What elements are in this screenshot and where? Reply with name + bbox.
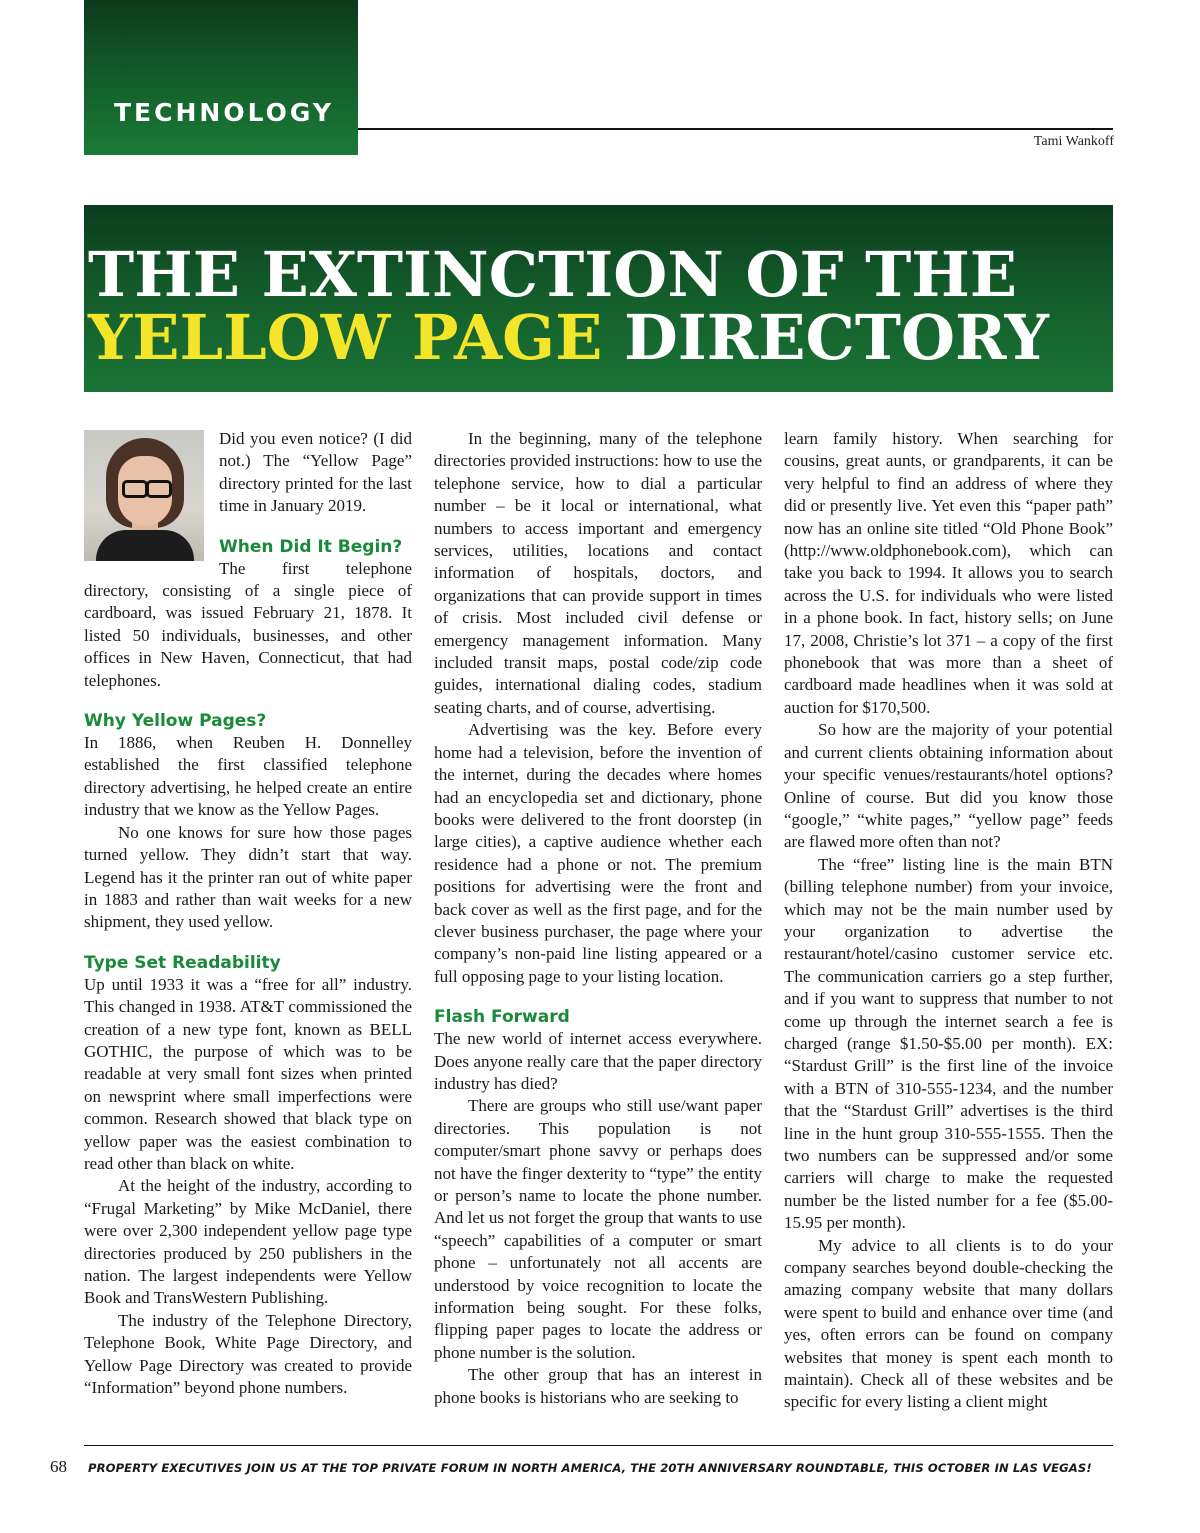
subheading-type-set-readability: Type Set Readability <box>84 952 281 973</box>
paragraph: At the height of the industry, according to “Frugal Marketing” by Mike McDaniel, there were over 2,300 independent yellow page type directories produced by 250 publishers in the nation. The largest independents were Yellow Book and TransWestern Publishing. <box>84 1176 412 1308</box>
author-portrait-icon <box>84 430 204 561</box>
subheading-flash-forward: Flash Forward <box>434 1007 570 1028</box>
paragraph: The industry of the Telephone Directory, Telephone Book, White Page Directory, and Yellow Page Directory was created to provide “Information” beyond phone numbers. <box>84 1310 412 1398</box>
article-column-2 <box>434 428 762 1409</box>
footer-rule <box>84 1445 1113 1446</box>
paragraph: learn family history. When searching for cousins, great aunts, or grandparents, it can be very helpful to find an address of where they did or presently live. Yet even this “paper path” now has an online site titled “Old Phone Book” (http://www.oldphonebook.com), which can take you back to 1994. It allows you to search across the U.S. for individuals who were listed in a phone book. In fact, history sells; on June 17, 2008, Christie’s lot 371 – a copy of the first phonebook that was more than a sheet of cardboard made headlines when it was sold at auction for $170,500. <box>784 429 1113 717</box>
headline-line-2 <box>88 301 1113 374</box>
paragraph: In 1886, when Reuben H. Donnelley established the first classified telephone directory advertising, he helped create an entire industry that we know as the Yellow Pages. <box>84 733 412 820</box>
page-number: 68 <box>50 1457 67 1476</box>
paragraph: The “free” listing line is the main BTN (billing telephone number) from your invoice, which may not be the main number used by your organization to advertise the restaurant/hotel/casino customer service etc. The communication carriers go a step further, and if you want to suppress that number to not come up through the internet search a fee is charged (range $1.50-$5.00 per month). EX: “Stardust Grill” is the first line of the invoice with a BTN of 310-555-1234, and the number that the “Stardust Grill” advertises is the third line in the hunt group 310-555-1555. Then the two numbers can be suppressed and/or some carriers will charge to make the requested number be the listed number for a fee ($5.00-15.95 per month). <box>784 854 1113 1233</box>
paragraph: No one knows for sure how those pages turned yellow. They didn’t start that way. Legend has it the printer ran out of white paper in 1883 and rather than wait weeks for a new shipment, they used yellow. <box>84 822 412 932</box>
paragraph: The other group that has an interest in phone books is historians who are seeking to <box>434 1365 762 1407</box>
paragraph: Up until 1933 it was a “free for all” industry. This changed in 1938. AT&T commissioned the creation of a new type font, known as BELL GOTHIC, the purpose of which was to be readable at very small font sizes when printed on newsprint where small imperfections were common. Research showed that black type on yellow paper was the easiest combination to read other than black on white. <box>84 974 412 1173</box>
section-label: TECHNOLOGY <box>114 98 334 127</box>
headline-yellow-text: YELLOW PAGE <box>88 301 603 374</box>
subheading-why-yellow-pages: Why Yellow Pages? <box>84 711 267 732</box>
paragraph: In the beginning, many of the telephone directories provided instructions: how to use the telephone service, how to dial a particular number – be it local or international, what numbers to access important and emergency services, utilities, locations and contact information of hospitals, doctors, and organizations that can provide support in times of crisis. Most included civil defense or emergency management information. Many included transit maps, postal code/zip code guides, international dialing codes, stadium seating charts, and of course, advertising. <box>434 429 762 717</box>
paragraph: The new world of internet access everywhere. Does anyone really care that the paper directory industry has died? <box>434 1029 762 1093</box>
footer-banner-text: PROPERTY EXECUTIVES JOIN US AT THE TOP PRIVATE FORUM IN NORTH AMERICA, THE 20TH ANNIVERSARY ROUNDTABLE, THIS OCTOBER IN LAS VEGAS! <box>88 1461 1092 1475</box>
headline-white-text: DIRECTORY <box>602 301 1049 374</box>
paragraph: There are groups who still use/want paper directories. This population is not computer/smart phone savvy or perhaps does not have the finger dexterity to “type” the entity or person’s name to locate the phone number. And let us not forget the group that wants to use “speech” capabilities of a computer or smart phone – unfortunately not all accents are understood by voice recognition to locate the information being sought. For these folks, flipping paper pages to locate the address or phone number is the solution. <box>434 1096 762 1362</box>
article-column-3 <box>784 428 1113 1414</box>
paragraph: So how are the majority of your potential and current clients obtaining information about your specific venues/restaurants/hotel options? Online of course. But did you know those “google,” “white pages,” “yellow page” feeds are flawed more often than not? <box>784 720 1113 852</box>
intro-paragraph: Did you even notice? (I did not.) The “Yellow Page” directory printed for the last time in January 2019. <box>219 429 412 516</box>
headline-banner <box>84 205 1113 392</box>
article-column-1 <box>84 428 412 1399</box>
paragraph: My advice to all clients is to do your company searches beyond double-checking the amazing company website that many dollars were spent to build and enhance over time (and yes, often errors can be found on company websites that money is spent each month to maintain). Check all of these websites and be specific for every listing a client might <box>784 1235 1113 1412</box>
paragraph: The first telephone directory, consisting of a single piece of cardboard, was issued February 21, 1878. It listed 50 individuals, businesses, and other offices in New Haven, Connecticut, that had telephones. <box>84 558 412 690</box>
header-rule <box>358 128 1113 130</box>
section-tab <box>84 0 358 155</box>
headline-line-1: THE EXTINCTION OF THE <box>88 238 1018 311</box>
author-byline: Tami Wankoff <box>1033 134 1114 149</box>
paragraph: Advertising was the key. Before every home had a television, before the invention of the internet, during the decades where homes had an encyclopedia set and dictionary, phone books were delivered to the front doorstep (in large cities), a captive audience whether each residence had a phone or not. The premium positions for advertising were the front and back cover as well as the first page, and for the clever business purchaser, the page where your company’s non-paid line listing appeared or a full opposing page to your listing location. <box>434 720 762 986</box>
subheading-when-did-it-begin: When Did It Begin? <box>219 536 403 557</box>
